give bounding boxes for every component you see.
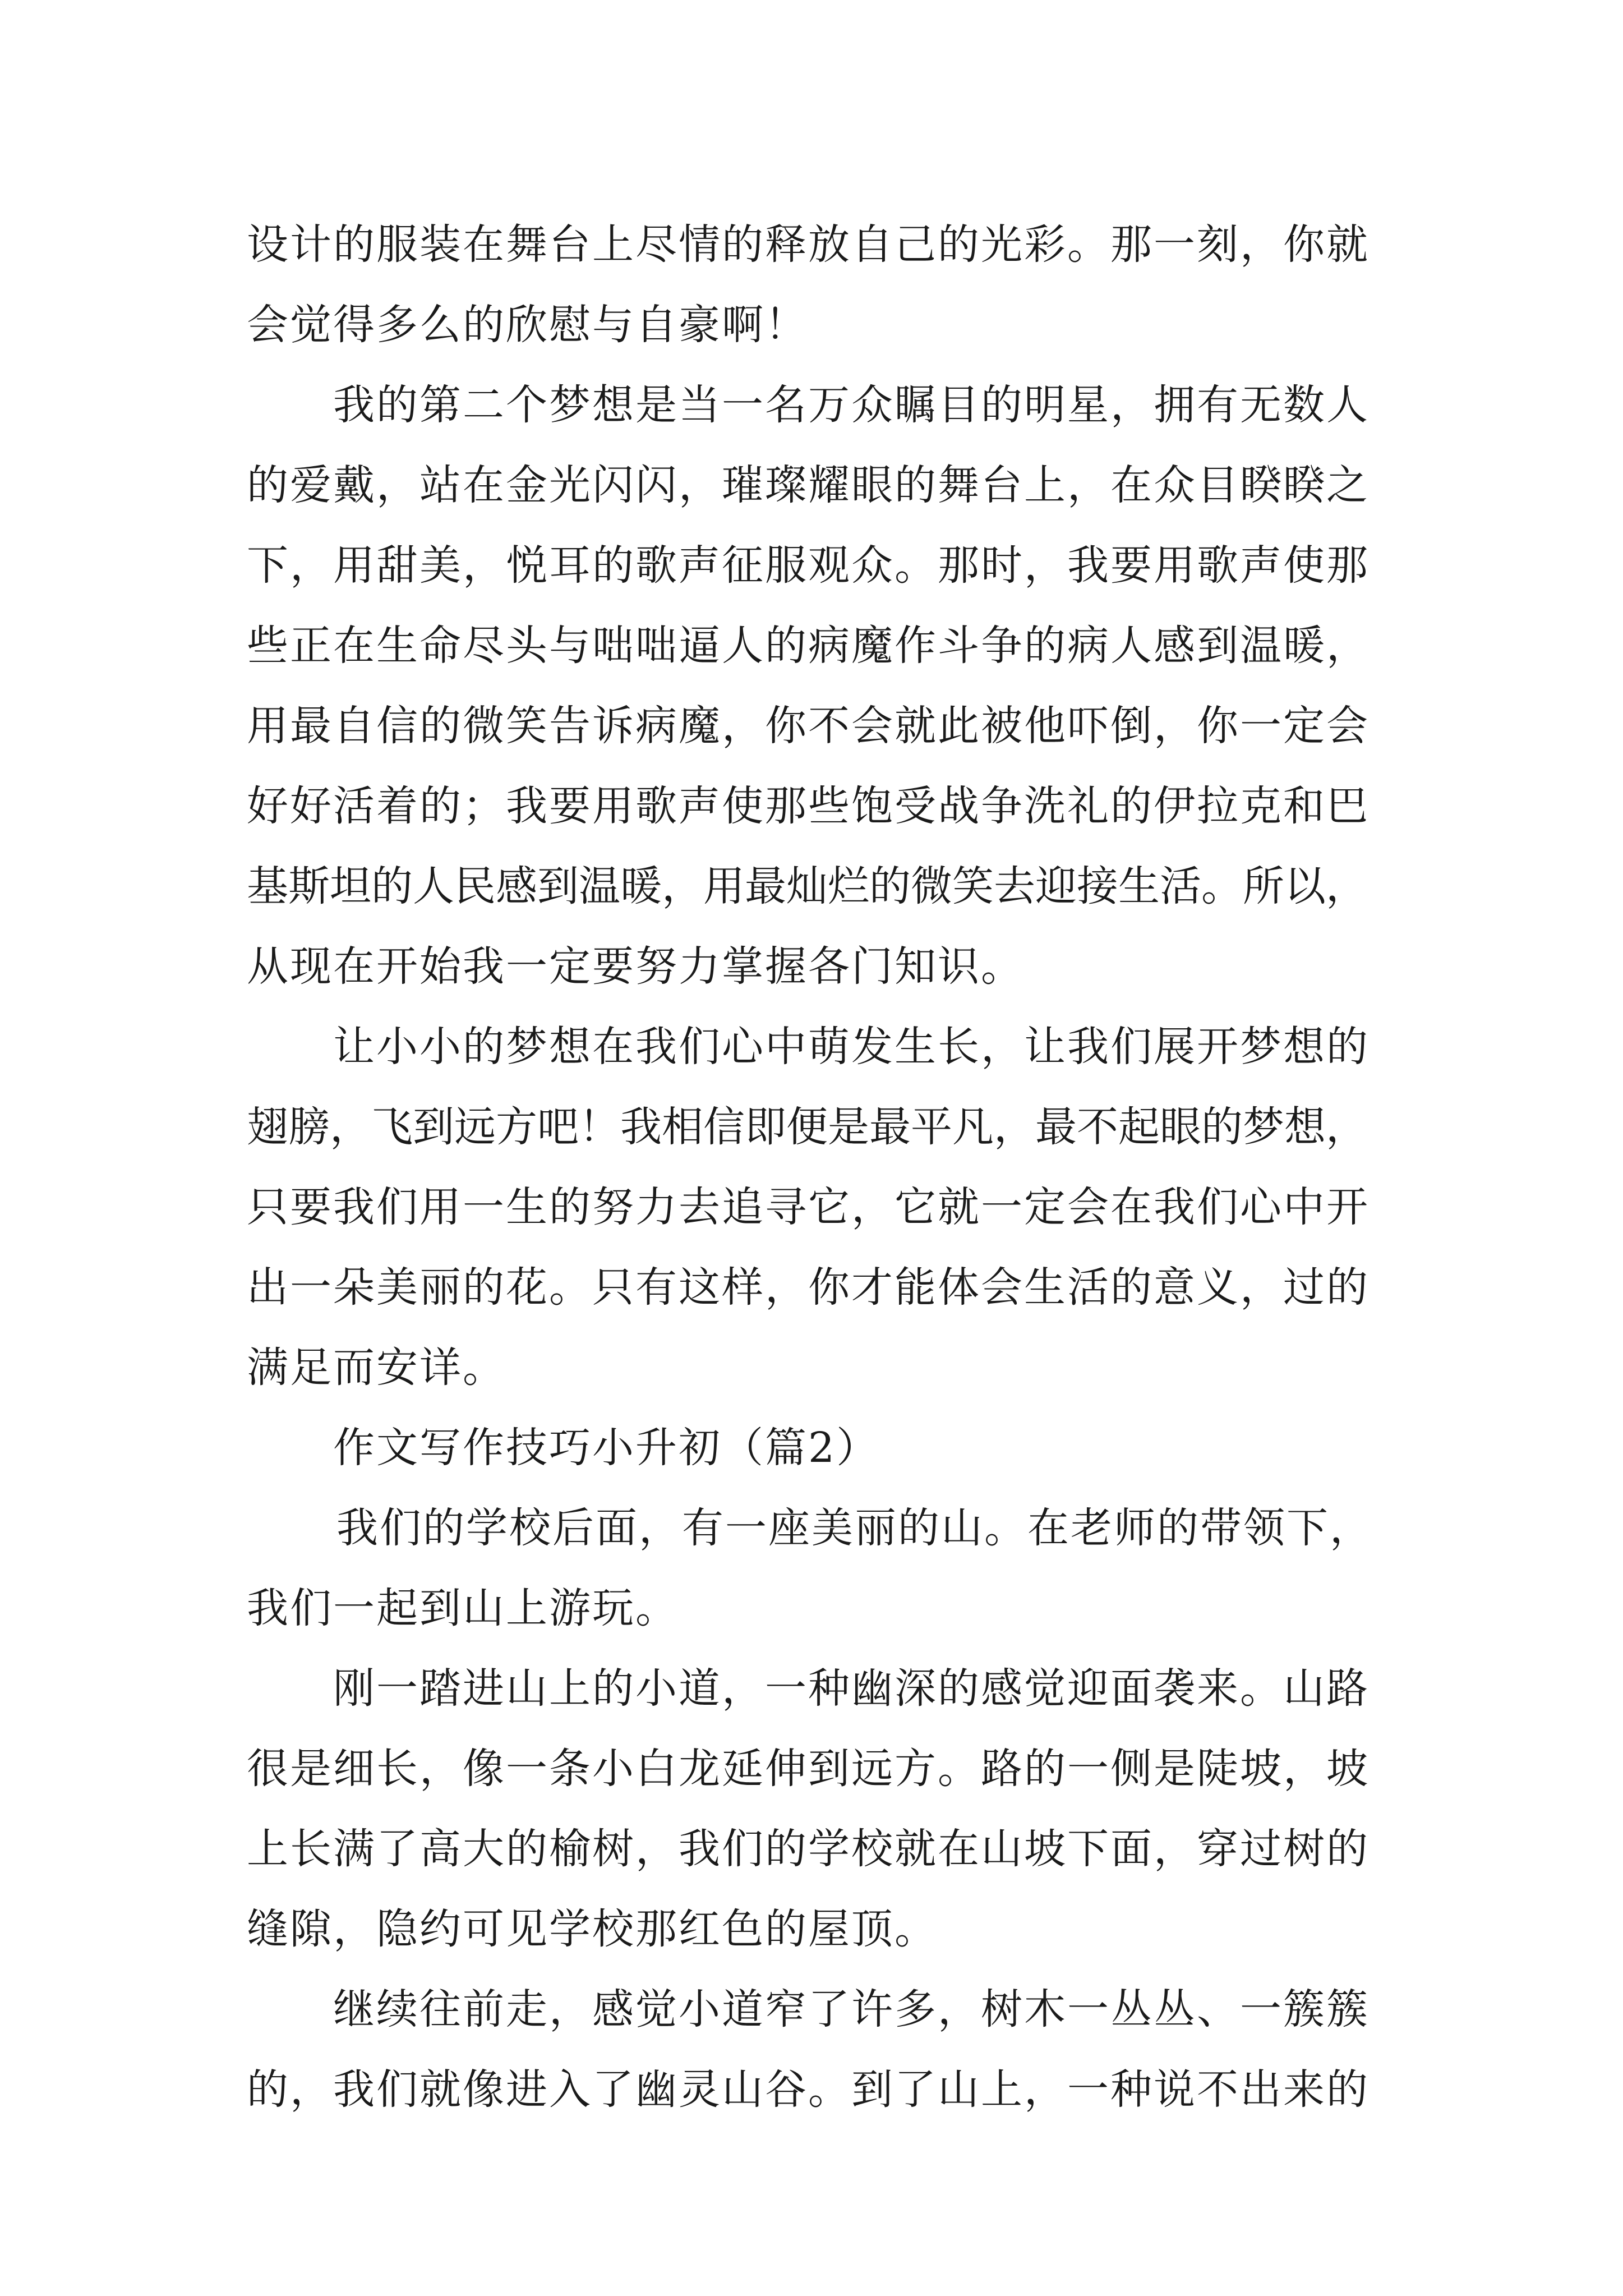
text-line: 满足而安详。 <box>247 1343 506 1392</box>
text-line: 上长满了高大的榆树，我们的学校就在山坡下面，穿过树的 <box>247 1825 1370 1873</box>
text-line: 会觉得多么的欣慰与自豪啊！ <box>247 301 808 349</box>
text-line: 好好活着的；我要用歌声使那些饱受战争洗礼的伊拉克和巴 <box>247 782 1370 830</box>
text-line: 很是细长，像一条小白龙延伸到远方。路的一侧是陡坡，坡 <box>247 1745 1370 1793</box>
text-line: 缝隙，隐约可见学校那红色的屋顶。 <box>247 1905 938 1953</box>
text-line: 出一朵美丽的花。只有这样，你才能体会生活的意义，过的 <box>247 1263 1370 1312</box>
document-body <box>247 205 1374 2130</box>
paragraph-start-line: 让小小的梦想在我们心中萌发生长，让我们展开梦想的 <box>333 1023 1370 1071</box>
text-line: 翅膀，飞到远方吧！我相信即便是最平凡，最不起眼的梦想， <box>247 1103 1367 1151</box>
text-line: 从现在开始我一定要努力掌握各门知识。 <box>247 942 1024 991</box>
text-line: 我们一起到山上游玩。 <box>247 1584 679 1632</box>
text-line: 下，用甜美，悦耳的歌声征服观众。那时，我要用歌声使那 <box>247 541 1370 590</box>
text-line: 只要我们用一生的努力去追寻它，它就一定会在我们心中开 <box>247 1183 1370 1231</box>
text-line: 的爱戴，站在金光闪闪，璀璨耀眼的舞台上，在众目睽睽之 <box>247 461 1370 509</box>
paragraph-start-line: 刚一踏进山上的小道，一种幽深的感觉迎面袭来。山路 <box>333 1664 1370 1713</box>
text-line: 用最自信的微笑告诉病魔，你不会就此被他吓倒，你一定会 <box>247 702 1370 750</box>
text-line: 些正在生命尽头与咄咄逼人的病魔作斗争的病人感到温暖， <box>247 622 1370 670</box>
text-line: 基斯坦的人民感到温暖，用最灿烂的微笑去迎接生活。所以， <box>247 862 1367 910</box>
paragraph-start-line: 我的第二个梦想是当一名万众瞩目的明星，拥有无数人 <box>333 381 1370 429</box>
paragraph-start-line: 我们的学校后面，有一座美丽的山。在老师的带领下， <box>336 1504 1373 1552</box>
section-heading: 作文写作技巧小升初（篇2） <box>333 1424 880 1472</box>
text-line: 设计的服装在舞台上尽情的释放自己的光彩。那一刻，你就 <box>247 220 1370 269</box>
paragraph-start-line: 继续往前走，感觉小道窄了许多，树木一丛丛、一簇簇 <box>333 1985 1370 2033</box>
text-line: 的，我们就像进入了幽灵山谷。到了山上，一种说不出来的 <box>247 2065 1370 2114</box>
